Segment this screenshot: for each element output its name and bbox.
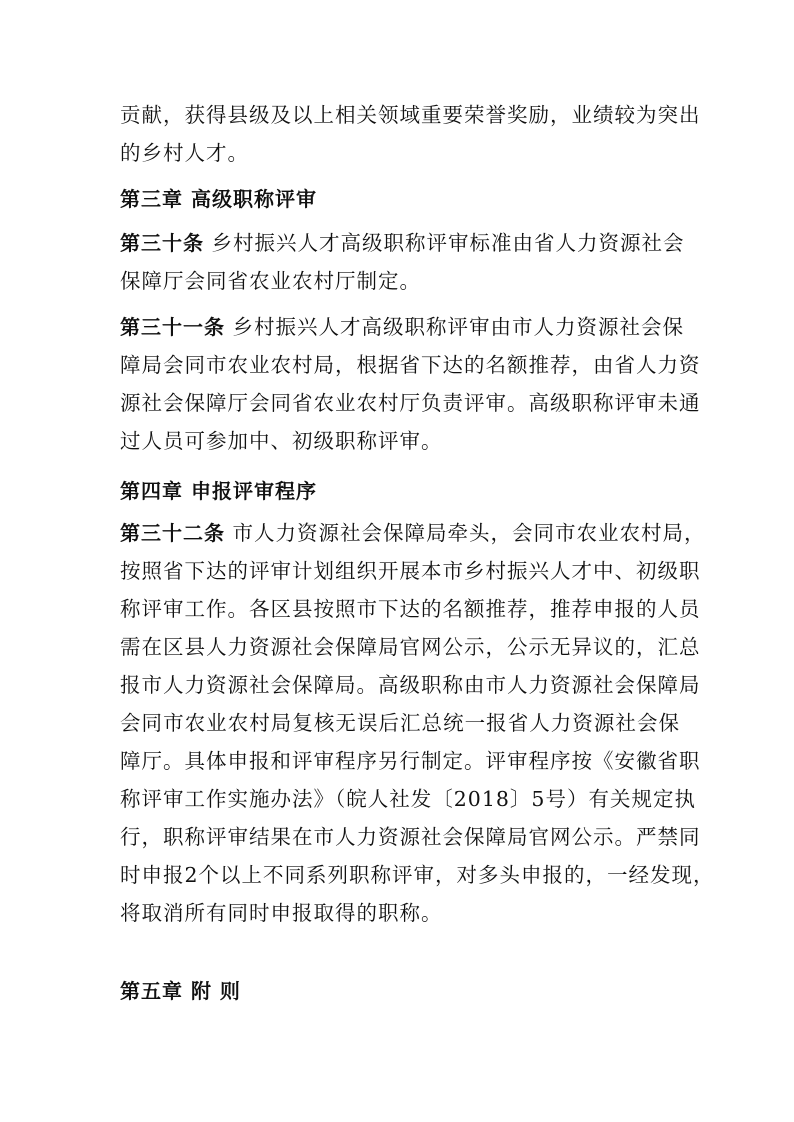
article-32 [120,514,715,932]
article-label: 第三十条 [120,231,204,255]
article-label: 第三十一条 [120,315,225,339]
text-line: 时申报2个以上不同系列职称评审，对多头申报的，一经发现， [120,863,715,887]
article-31 [120,308,701,460]
text-line: 第三十二条 市人力资源社会保障局牵头，会同市农业农村局， [120,521,706,545]
text-line: 称评审工作实施办法》（皖人社发〔2018〕5号）有关规定执 [120,787,696,811]
text-line: 保障厅会同省农业农村厅制定。 [120,269,421,293]
article-30 [120,224,685,300]
text-line: 第三十条 乡村振兴人才高级职称评审标准由省人力资源社会 [120,231,685,255]
text-line: 源社会保障厅会同省农业农村厅负责评审。高级职称评审未通 [120,391,701,415]
chapter-3-heading [120,180,680,218]
text-line: 第三十一条 乡村振兴人才高级职称评审由市人力资源社会保 [120,315,685,339]
text-line: 的乡村人才。 [120,141,249,165]
text-line: 障厅。具体申报和评审程序另行制定。评审程序按《安徽省职 [120,749,701,773]
chapter-4-heading [120,472,680,510]
text-line: 称评审工作。各区县按照市下达的名额推荐，推荐申报的人员 [120,597,701,621]
paragraph-continuation [120,96,701,172]
text-line: 报市人力资源社会保障局。高级职称由市人力资源社会保障局 [120,673,701,697]
text-line: 将取消所有同时申报取得的职称。 [120,901,443,925]
chapter-title: 第四章 申报评审程序 [120,479,317,503]
text-line: 需在区县人力资源社会保障局官网公示，公示无异议的，汇总 [120,635,701,659]
article-label: 第三十二条 [120,521,225,545]
text-line: 障局会同市农业农村局，根据省下达的名额推荐，由省人力资 [120,353,701,377]
text-line: 过人员可参加中、初级职称评审。 [120,429,443,453]
chapter-5-heading [120,972,680,1010]
text-line: 会同市农业农村局复核无误后汇总统一报省人力资源社会保 [120,711,680,735]
chapter-title: 第三章 高级职称评审 [120,187,317,211]
chapter-title: 第五章 附 则 [120,979,241,1003]
text-line: 按照省下达的评审计划组织开展本市乡村振兴人才中、初级职 [120,559,701,583]
text-line: 行，职称评审结果在市人力资源社会保障局官网公示。严禁同 [120,825,701,849]
text-line: 贡献，获得县级及以上相关领域重要荣誉奖励，业绩较为突出 [120,103,701,127]
